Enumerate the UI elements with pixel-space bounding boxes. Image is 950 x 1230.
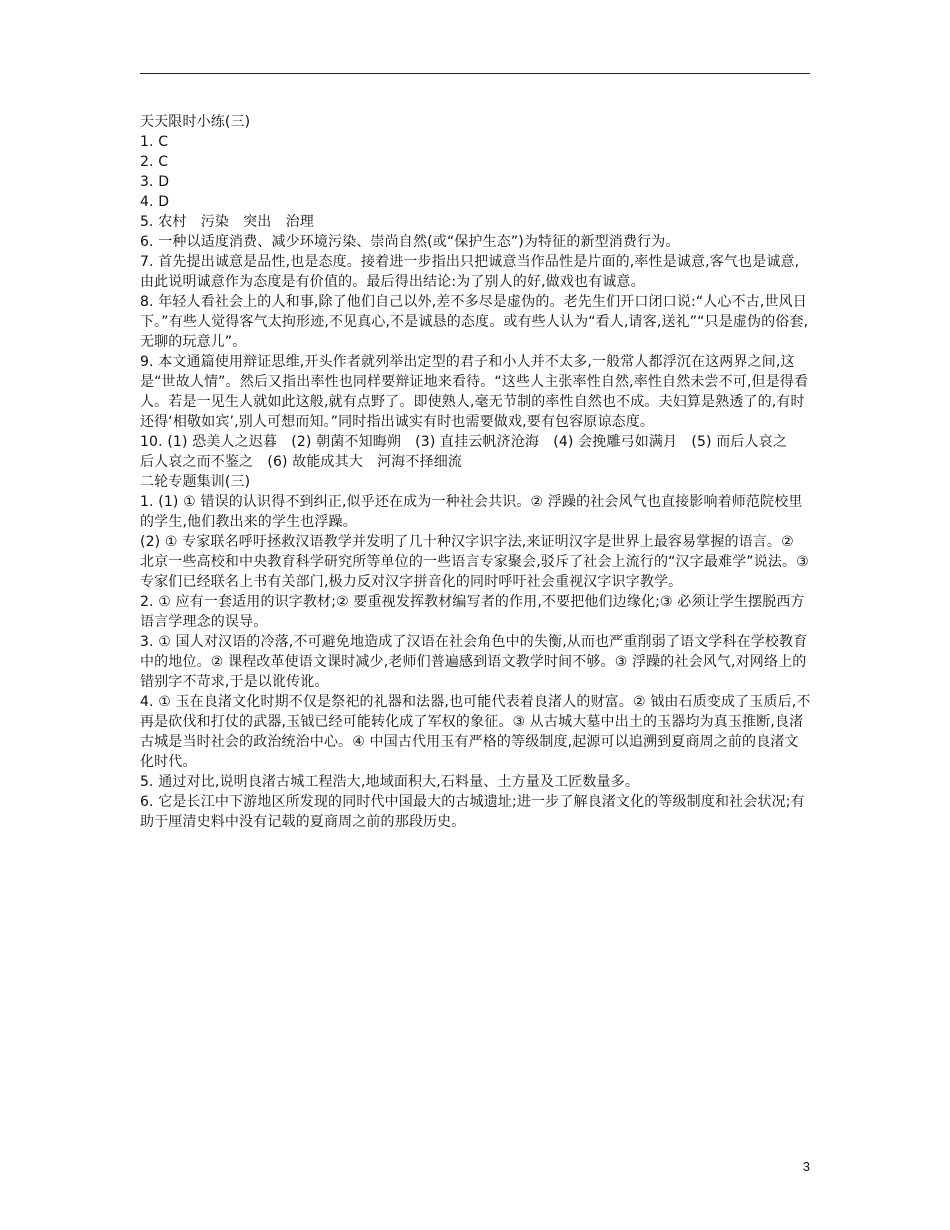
answer-content [140, 112, 812, 832]
answer-item: 5. 农村 污染 突出 治理 [140, 214, 314, 230]
section-heading-topic-training: 二轮专题集训(三) [140, 474, 251, 490]
answer-item: 3. ① 国人对汉语的冷落,不可避免地造成了汉语在社会角色中的失衡,从而也严重削弱了语文学科在学校教育中的地位。② 课程改革使语文课时减少,老师们普遍感到语文教学时间不够。③ 浮躁的社会风气,对网络上的错别字不苛求,于是以讹传讹。 [140, 634, 808, 690]
answer-item: 6. 它是长江中下游地区所发现的同时代中国最大的古城遗址;进一步了解良渚文化的等级制度和社会状况;有助于厘清史料中没有记载的夏商周之前的那段历史。 [140, 794, 805, 830]
answer-item: 7. 首先提出诚意是品性,也是态度。接着进一步指出只把诚意当作品性是片面的,率性是诚意,客气也是诚意,由此说明诚意作为态度是有价值的。最后得出结论:为了别人的好,做戏也有诚意。 [140, 254, 800, 290]
answer-item: 6. 一种以适度消费、减少环境污染、崇尚自然(或“保护生态”)为特征的新型消费行为。 [140, 234, 680, 250]
answer-item: 4. D [140, 194, 170, 210]
answer-item: 1. C [140, 134, 169, 150]
header-rule [140, 73, 810, 74]
answer-item: 5. 通过对比,说明良渚古城工程浩大,地域面积大,石料量、土方量及工匠数量多。 [140, 774, 640, 790]
section-heading-daily-practice: 天天限时小练(三) [140, 114, 251, 130]
answer-item: 1. (1) ① 错误的认识得不到纠正,似乎还在成为一种社会共识。② 浮躁的社会风气也直接影响着师范院校里的学生,他们教出来的学生也浮躁。 [140, 494, 803, 530]
answer-item: 2. ① 应有一套适用的识字教材;② 要重视发挥教材编写者的作用,不要把他们边缘化;③ 必须让学生摆脱西方语言学理念的误导。 [140, 594, 805, 630]
answer-item: 2. C [140, 154, 169, 170]
answer-item: 9. 本文通篇使用辩证思维,开头作者就列举出定型的君子和小人并不太多,一般常人都浮沉在这两界之间,这是“世故人情”。然后又指出率性也同样要辩证地来看待。“这些人主张率性自然,率性自然未尝不可,但是得看人。若是一见生人就如此这般,就有点野了。即使熟人,毫无节制的率性自然也不成。夫妇算是熟透了的,有时还得‘相敬如宾’,别人可想而知。”同时指出诚实有时也需要做戏,要有包容原谅态度。 [140, 354, 809, 430]
page-number: 3 [802, 1159, 810, 1174]
answer-item: (2) ① 专家联名呼吁拯救汉语教学并发明了几十种汉字识字法,来证明汉字是世界上最容易掌握的语言。② 北京一些高校和中央教育科学研究所等单位的一些语言专家聚会,驳斥了社会上流行的“汉字最难学”说法。③ 专家们已经联名上书有关部门,极力反对汉字拼音化的同时呼吁社会重视汉字识字教学。 [140, 534, 809, 590]
answer-item: 8. 年轻人看社会上的人和事,除了他们自己以外,差不多尽是虚伪的。老先生们开口闭口说:“人心不古,世风日下。”有些人觉得客气太拘形迹,不见真心,不是诚恳的态度。或有些人认为“看人,请客,送礼”“只是虚伪的俗套,无聊的玩意儿”。 [140, 294, 809, 350]
answer-item: 4. ① 玉在良渚文化时期不仅是祭祀的礼器和法器,也可能代表着良渚人的财富。② 钺由石质变成了玉质后,不再是砍伐和打仗的武器,玉钺已经可能转化成了军权的象征。③ 从古城大墓中出土的玉器均为真玉推断,良渚古城是当时社会的政治统治中心。④ 中国古代用玉有严格的等级制度,起源可以追溯到夏商周之前的良渚文化时代。 [140, 694, 811, 770]
answer-item: 3. D [140, 174, 170, 190]
answer-item: 10. (1) 恐美人之迟暮 (2) 朝菌不知晦朔 (3) 直挂云帆济沧海 (4) 会挽雕弓如满月 (5) 而后人哀之 后人哀之而不鉴之 (6) 故能成其大 河海不择细流 [140, 434, 802, 470]
